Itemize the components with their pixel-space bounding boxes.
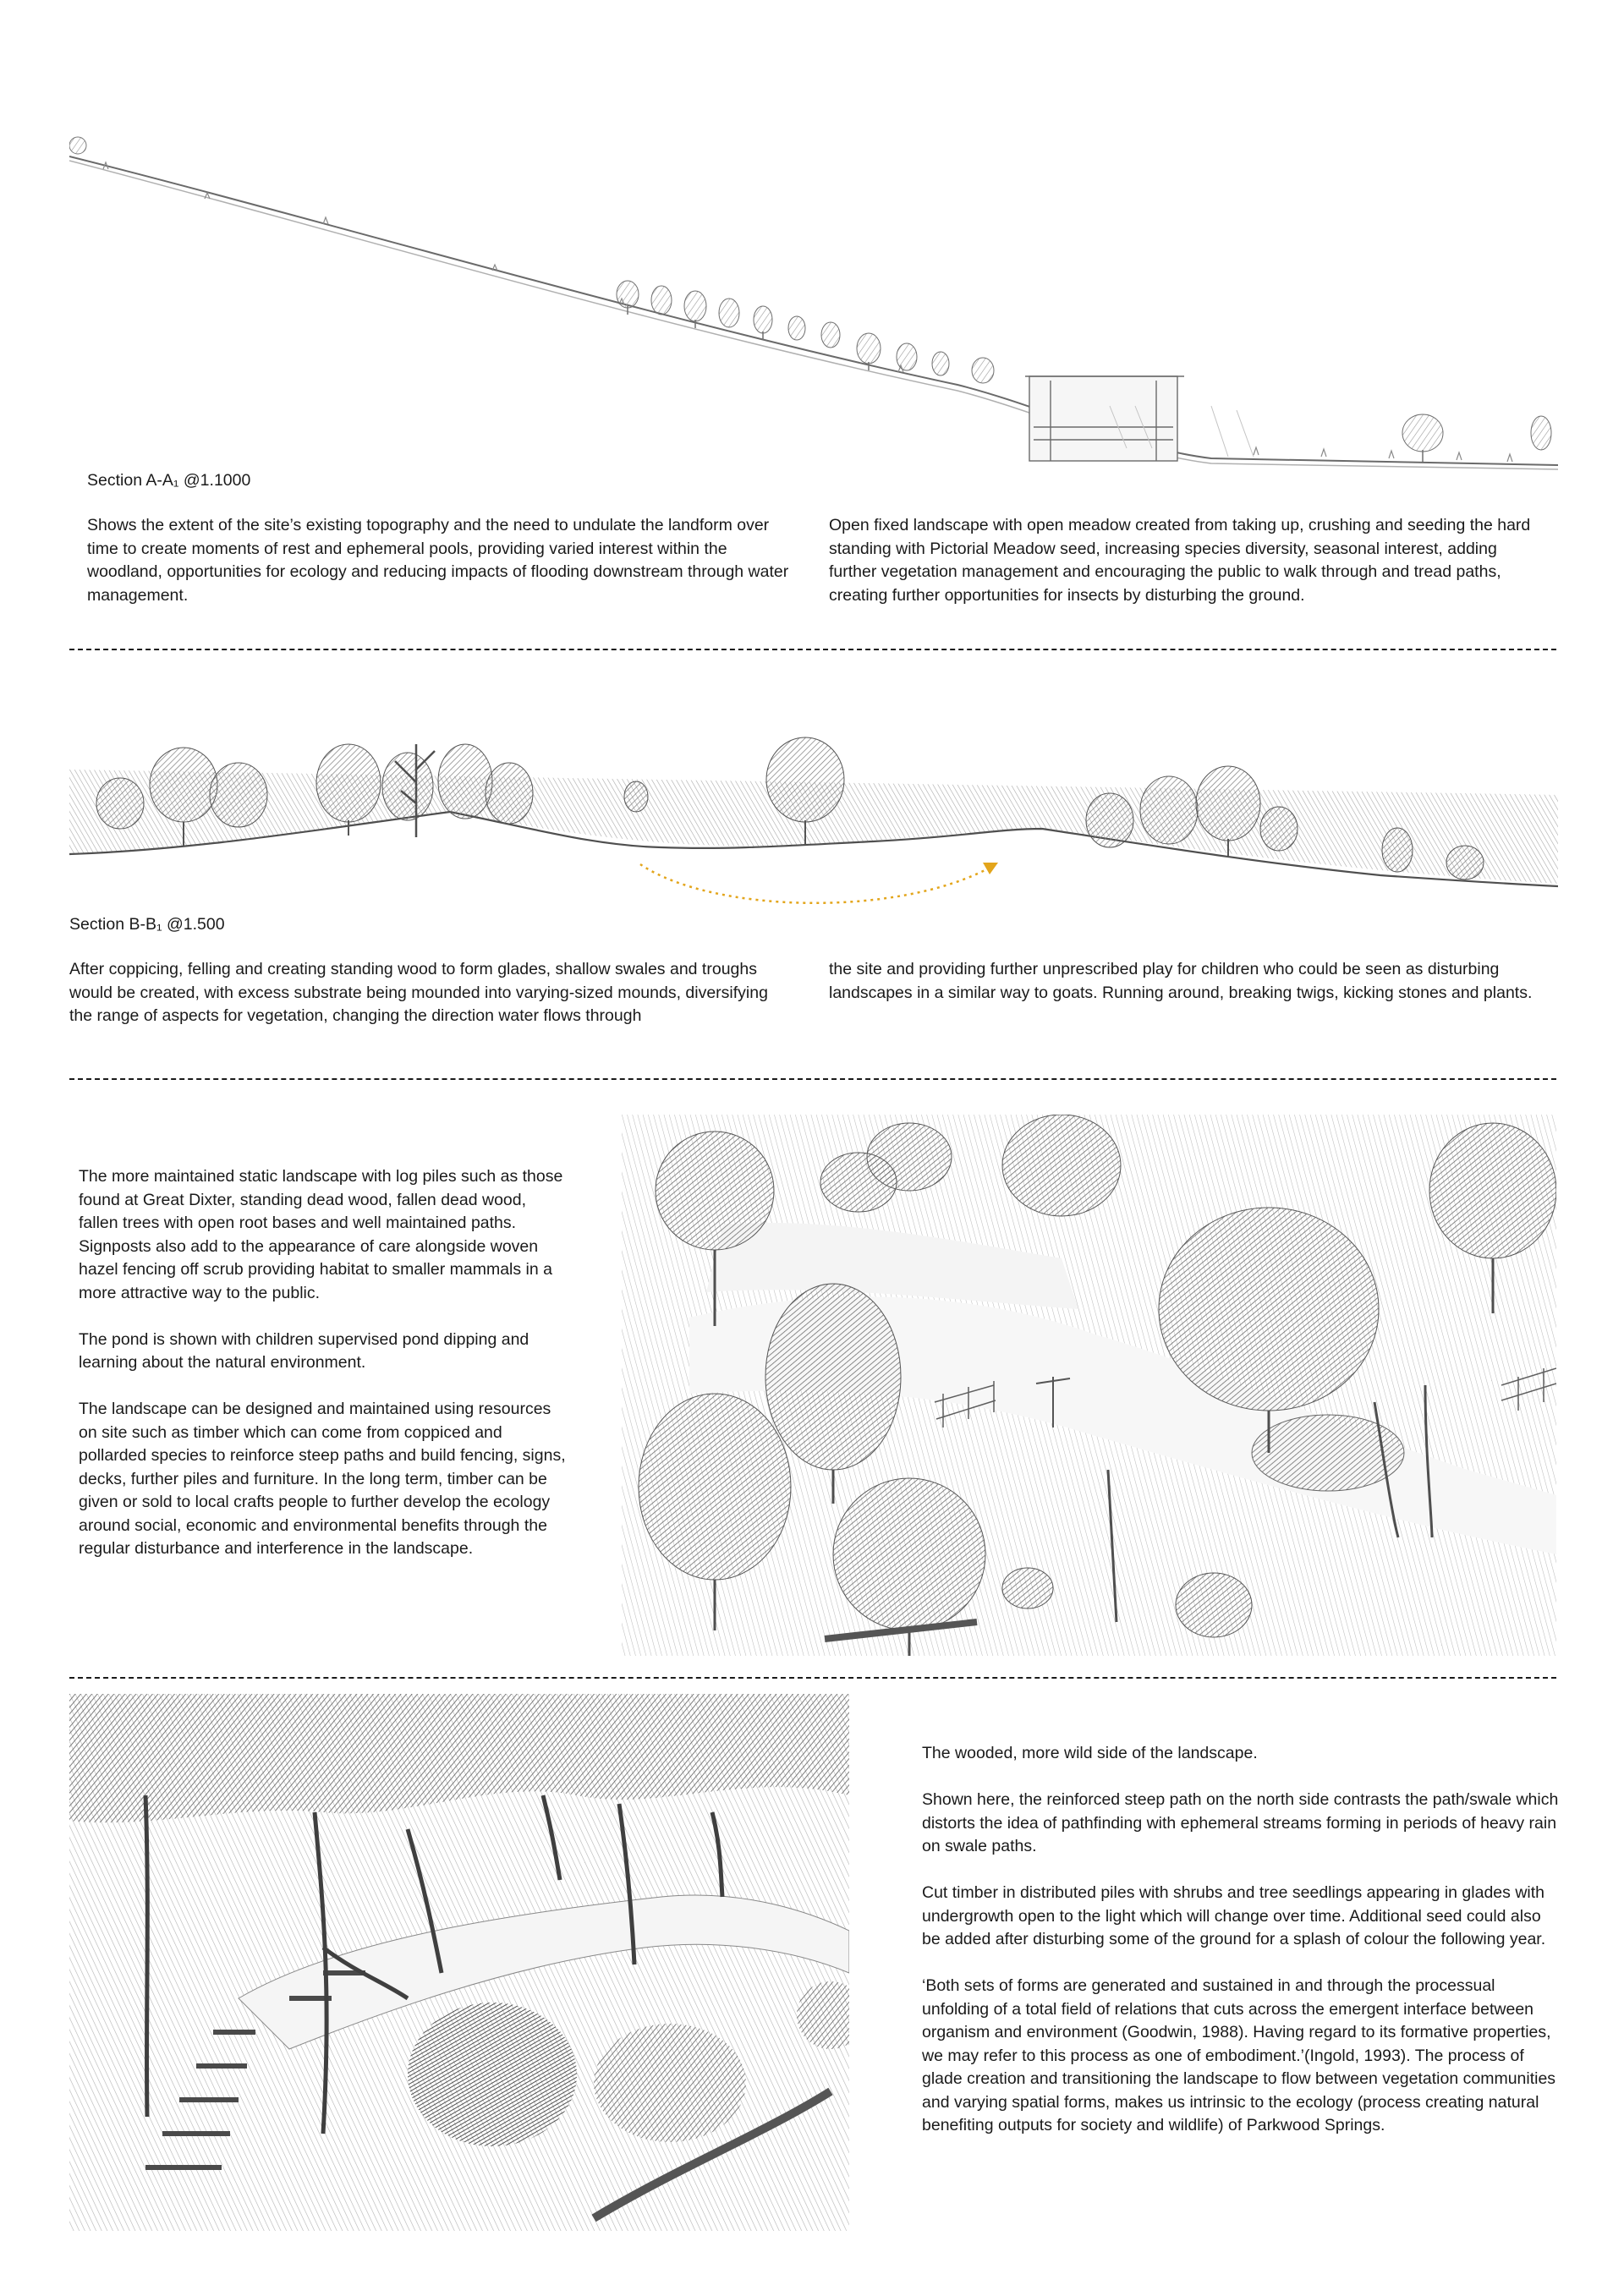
section-a-title: Section A-A₁ @1.1000 [87, 471, 251, 490]
wild-paragraph: The wooded, more wild side of the landscape. [922, 1744, 1258, 1762]
section-a-sketch [69, 127, 1558, 474]
section-a-left-text: Shows the extent of the site’s existing topography and the need to undulate the landform over time to create moments of rest and ephemeral pools, providing varied interest within the woodland, opportunities for ecology and reducing impacts of flooding downstream through water management. [87, 516, 789, 605]
static-landscape-sketch [622, 1115, 1556, 1656]
wild-paragraph: Shown here, the reinforced steep path on the north side contrasts the path/swale which distorts the idea of pathfinding with ephemeral streams forming in periods of heavy rain on swale paths. [922, 1790, 1559, 1855]
wild-landscape-sketch [69, 1694, 849, 2231]
wild-paragraph: Cut timber in distributed piles with shrubs and tree seedlings appearing in glades with undergrowth open to the light which will change over time. Additional seed could also be added after disturbing some of the ground for a splash of colour the following year. [922, 1883, 1546, 1948]
section-divider-3 [69, 1677, 1556, 1679]
section-b-left-text: After coppicing, felling and creating standing wood to form glades, shallow swales and troughs would be created, with excess substrate being mounded into varying-sized mounds, diversifying the range of aspects for vegetation, changing the direction water flows through [69, 960, 768, 1025]
static-paragraph: The pond is shown with children supervised pond dipping and learning about the natural environment. [79, 1329, 529, 1372]
section-divider-1 [69, 649, 1556, 650]
static-paragraph: The more maintained static landscape with log piles such as those found at Great Dixter, standing dead wood, fallen dead wood, fallen trees with open root bases and well maintained paths. Signposts also add to the appearance of care alongside woven hazel fencing off scrub providing habitat to smaller mammals in a more attractive way to the public. [79, 1167, 563, 1302]
section-b-title: Section B-B₁ @1.500 [69, 915, 225, 934]
static-paragraph: The landscape can be designed and maintained using resources on site such as timber which can come from coppiced and pollarded species to reinforce steep paths and build fencing, signs, decks, further piles and furniture. In the long term, timber can be given or sold to local crafts people to further develop the ecology around social, economic and environmental benefits through the regular disturbance and interference in the landscape. [79, 1400, 566, 1558]
section-a-right-text: Open fixed landscape with open meadow created from taking up, crushing and seeding the hard standing with Pictorial Meadow seed, increasing species diversity, seasonal interest, adding further vegetation management and encouraging the public to walk through and tread paths, creating further opportunities for insects by disturbing the ground. [829, 516, 1531, 605]
section-divider-2 [69, 1078, 1556, 1080]
wild-landscape-text [922, 1742, 1563, 2138]
static-landscape-text [79, 1165, 569, 1561]
section-b-right-text: the site and providing further unprescribed play for children who could be seen as disturbing landscapes in a similar way to goats. Running around, breaking twigs, kicking stones and plants. [829, 960, 1533, 1002]
section-b-sketch [69, 702, 1558, 930]
wild-paragraph: ‘Both sets of forms are generated and sustained in and through the processual unfolding of a total field of relations that cuts across the emergent interface between organism and environment (Goodwin, 1988). Having regard to its formative properties, we may refer to this process as one of embodiment.’(Ingold, 1993). The process of glade creation and transitioning the landscape to flow between vegetation communities and varying spatial forms, makes us intrinsic to the ecology (process creating natural benefiting outputs for society and wildlife) of Parkwood Springs. [922, 1976, 1556, 2134]
